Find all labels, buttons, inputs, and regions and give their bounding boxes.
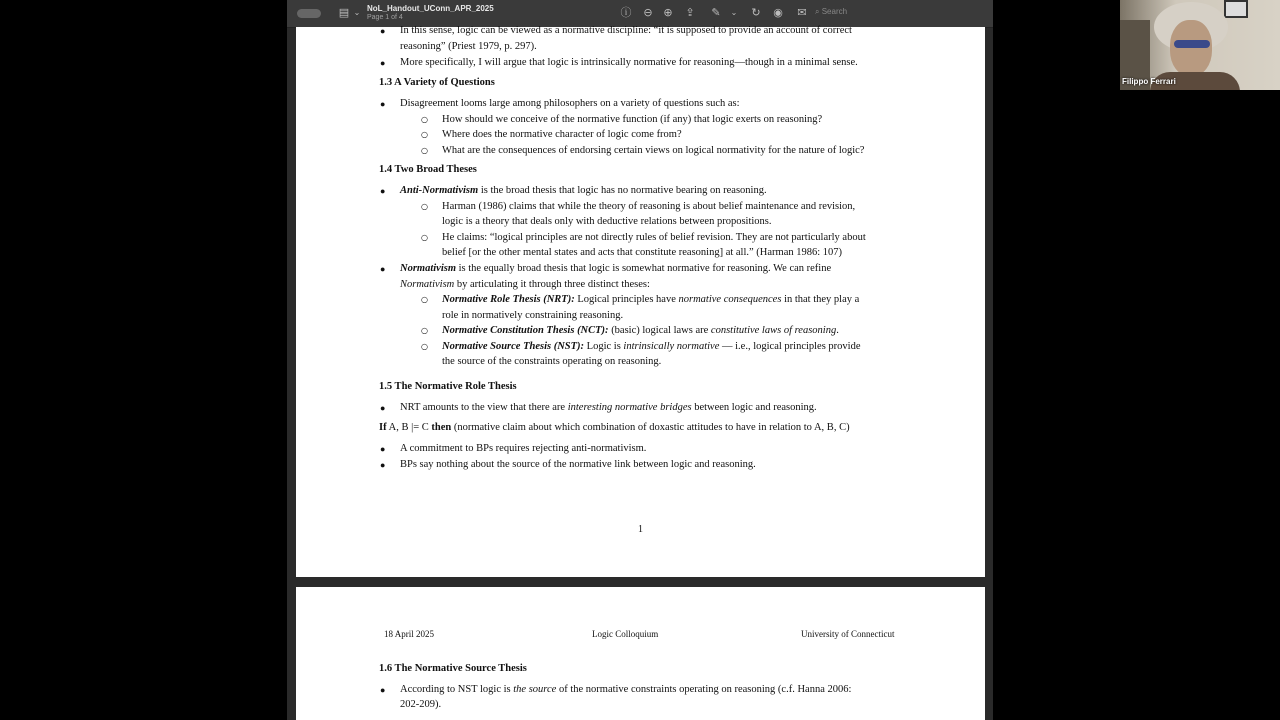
text-run: constitutive laws of reasoning: [710, 325, 837, 336]
bullet-icon: ●: [380, 26, 386, 36]
text-line: [400, 262, 831, 276]
text-line: [400, 401, 817, 415]
text-run: According to NST logic is: [400, 684, 514, 695]
highlight-icon[interactable]: ◉: [773, 6, 783, 19]
text-line: logic is a theory that deals only with deductive relations between propositions.: [442, 216, 772, 227]
sub-bullet-icon: ○: [421, 233, 428, 242]
text-line: How should we conceive of the normative function (if any) that logic exerts on reasoning?: [442, 114, 823, 125]
term: Normative Constitution Thesis (NCT):: [442, 325, 609, 336]
search-icon: ⌕: [815, 7, 820, 16]
term: Normativism: [400, 263, 457, 274]
document-page-2: [296, 587, 985, 720]
text-run: (normative claim about which combination of doxastic attitudes to have in relation to A, B, C): [451, 422, 850, 433]
participant-video-tile[interactable]: [1120, 0, 1280, 90]
chevron-down-icon[interactable]: ⌄: [353, 8, 361, 17]
text-line: [400, 278, 650, 292]
section-heading-1-4: 1.4 Two Broad Theses: [379, 164, 477, 175]
header-institution: University of Connecticut: [801, 629, 895, 639]
text-line: Where does the normative character of logic come from?: [442, 129, 682, 140]
sidebar-toggle-icon[interactable]: ▤: [338, 6, 350, 19]
text-line: [442, 324, 839, 338]
search-field[interactable]: [815, 7, 885, 19]
text-line: [400, 683, 851, 697]
search-placeholder: Search: [821, 7, 848, 16]
text-line: belief [or the other mental states and acts that constitute reasoning] at all.” (Harman 1986: 107): [442, 247, 843, 258]
text-run: Logic is: [584, 341, 624, 352]
text-line: 202-209).: [400, 699, 442, 710]
text-run: is the broad thesis that logic has no normative bearing on reasoning.: [478, 185, 767, 196]
video-background: [1224, 0, 1248, 18]
text-run: then: [431, 422, 452, 433]
text-line: Disagreement looms large among philosophers on a variety of questions such as:: [400, 98, 740, 109]
bullet-icon: ●: [380, 444, 386, 454]
text-run: of the normative constraints operating on reasoning (c.f. Hanna 2006:: [556, 684, 852, 695]
document-page-1: [296, 27, 985, 577]
text-line: [442, 293, 859, 307]
text-line: What are the consequences of endorsing certain views on logical normativity for the nature of logic?: [442, 145, 865, 156]
text-run: (basic) logical laws are: [608, 325, 711, 336]
text-run: Logical principles have: [574, 294, 679, 305]
text-run: interesting normative bridges: [567, 402, 692, 413]
text-run: by articulating it through three distinct theses:: [454, 279, 650, 290]
text-line: In this sense, logic can be viewed as a normative discipline: “it is supposed to provide an account of correct: [400, 25, 852, 36]
text-run: normative consequences: [678, 294, 782, 305]
zoom-out-icon[interactable]: ⊖: [643, 6, 653, 19]
form-fill-icon[interactable]: ✉: [797, 6, 807, 19]
chevron-down-icon[interactable]: ⌄: [730, 8, 738, 17]
term: Normativism: [400, 279, 455, 290]
text-line: Harman (1986) claims that while the theory of reasoning is about belief maintenance and revision,: [442, 201, 856, 212]
text-line: the source of the constraints operating on reasoning.: [442, 356, 662, 367]
document-title: NoL_Handout_UConn_APR_2025: [367, 4, 494, 13]
text-line: [442, 340, 861, 354]
bullet-icon: ●: [380, 58, 386, 68]
text-line: He claims: “logical principles are not directly rules of belief revision. They are not particularly about: [442, 232, 866, 243]
sub-bullet-icon: ○: [421, 146, 428, 155]
text-run: between logic and reasoning.: [691, 402, 817, 413]
bullet-icon: ●: [380, 460, 386, 470]
participant-name: Filippo Ferrari: [1122, 77, 1176, 86]
text-line: BPs say nothing about the source of the normative link between logic and reasoning.: [400, 459, 756, 470]
participant-avatar: [1174, 40, 1210, 48]
zoom-in-icon[interactable]: ⊕: [663, 6, 673, 19]
section-heading-1-5: 1.5 The Normative Role Thesis: [379, 381, 517, 392]
text-line: reasoning” (Priest 1979, p. 297).: [400, 41, 537, 52]
text-line: [379, 421, 850, 435]
sub-bullet-icon: ○: [421, 326, 428, 335]
section-heading-1-3: 1.3 A Variety of Questions: [379, 77, 495, 88]
page-number: 1: [638, 524, 643, 535]
markup-pen-icon[interactable]: ✎: [711, 6, 721, 19]
window-controls[interactable]: [297, 9, 321, 18]
term: Normative Source Thesis (NST):: [442, 341, 585, 352]
text-line: [400, 184, 767, 198]
text-run: — i.e., logical principles provide: [719, 341, 861, 352]
info-icon[interactable]: ⓘ: [620, 6, 632, 19]
term: Anti-Normativism: [400, 185, 479, 196]
header-date: 18 April 2025: [384, 629, 435, 639]
text-run: is the equally broad thesis that logic is somewhat normative for reasoning. We can refine: [456, 263, 832, 274]
participant-avatar: [1170, 20, 1212, 76]
sub-bullet-icon: ○: [421, 130, 428, 139]
bullet-icon: ●: [380, 186, 386, 196]
page-indicator: Page 1 of 4: [367, 14, 403, 21]
sub-bullet-icon: ○: [421, 202, 428, 211]
text-run: the source: [513, 684, 557, 695]
bullet-icon: ●: [380, 403, 386, 413]
text-run: .: [836, 325, 839, 336]
bullet-icon: ●: [380, 685, 386, 695]
rotate-icon[interactable]: ↻: [751, 6, 761, 19]
text-run: intrinsically normative: [623, 341, 720, 352]
share-icon[interactable]: ⇪: [685, 6, 695, 19]
text-run: If: [379, 422, 387, 433]
sub-bullet-icon: ○: [421, 115, 428, 124]
sub-bullet-icon: ○: [421, 295, 428, 304]
text-line: A commitment to BPs requires rejecting anti-normativism.: [400, 443, 647, 454]
sub-bullet-icon: ○: [421, 342, 428, 351]
text-run: NRT amounts to the view that there are: [400, 402, 568, 413]
text-run: A, B |= C: [386, 422, 432, 433]
text-line: role in normatively constraining reasoning.: [442, 310, 624, 321]
term: Normative Role Thesis (NRT):: [442, 294, 575, 305]
header-event: Logic Colloquium: [592, 629, 659, 639]
bullet-icon: ●: [380, 264, 386, 274]
text-line: More specifically, I will argue that logic is intrinsically normative for reasoning—though in a minimal sense.: [400, 57, 858, 68]
text-run: in that they play a: [781, 294, 860, 305]
bullet-icon: ●: [380, 99, 386, 109]
section-heading-1-6: 1.6 The Normative Source Thesis: [379, 663, 527, 674]
